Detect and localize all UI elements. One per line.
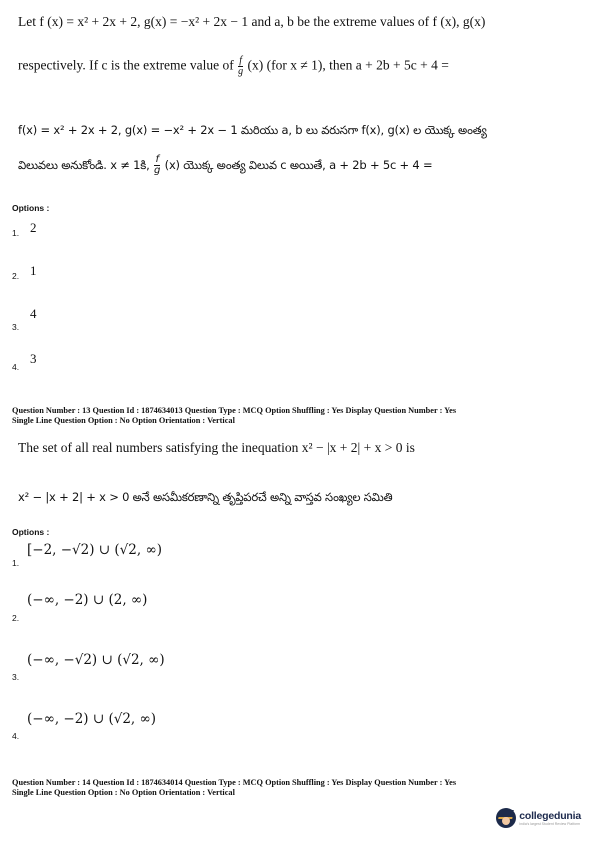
fraction-numerator: f: [239, 55, 243, 66]
q13-option-4-number: 4.: [12, 731, 20, 741]
q12-option-2-number: 2.: [12, 271, 20, 281]
q12-telugu-line2: [18, 155, 432, 176]
q13-option-1-number: 1.: [12, 558, 20, 568]
fraction-denominator: g: [154, 165, 161, 176]
q12-option-4[interactable]: 3: [30, 351, 37, 366]
q13-meta-line1: Question Number : 13 Question Id : 1874634013 Question Type : MCQ Option Shuffling : Yes Display Question Number : Yes: [12, 406, 457, 415]
q13-option-3[interactable]: (−∞, −√2) ∪ (√2, ∞): [27, 652, 165, 668]
q12-english-line2-end: (x) (for x ≠ 1), then a + 2b + 5c + 4 =: [247, 57, 449, 73]
f-over-g-fraction-telugu: [154, 155, 160, 176]
q12-option-1-number: 1.: [12, 228, 20, 238]
q13-options-label: Options :: [12, 527, 50, 537]
q13-option-2[interactable]: (−∞, −2) ∪ (2, ∞): [27, 592, 148, 608]
q13-telugu-text: x² − |x + 2| + x > 0 అనే అసమీకరణాన్ని తృప్తిపరచే అన్ని వాస్తవ సంఖ్యల సమితి: [18, 490, 393, 504]
q12-option-3[interactable]: 4: [30, 306, 37, 321]
collegedunia-logo: [496, 808, 581, 828]
q13-option-4[interactable]: (−∞, −2) ∪ (√2, ∞): [27, 711, 157, 727]
q13-option-3-number: 3.: [12, 672, 20, 682]
q12-option-1[interactable]: 2: [30, 220, 37, 235]
q13-meta-line2: Single Line Question Option : No Option Orientation : Vertical: [12, 415, 235, 425]
q14-meta-line1: Question Number : 14 Question Id : 1874634014 Question Type : MCQ Option Shuffling : Yes Display Question Number : Yes: [12, 778, 457, 787]
q12-option-4-number: 4.: [12, 362, 20, 372]
graduate-icon: [496, 808, 516, 828]
logo-name: collegedunia: [519, 810, 581, 822]
q12-option-3-number: 3.: [12, 322, 20, 332]
q12-english-line1: Let f (x) = x² + 2x + 2, g(x) = −x² + 2x − 1 and a, b be the extreme values of f (x), g(x): [18, 14, 486, 29]
q13-option-1[interactable]: [−2, −√2) ∪ (√2, ∞): [27, 542, 162, 558]
q14-meta: [12, 778, 456, 797]
logo-tagline: India's largest Student Review Platform: [519, 822, 581, 826]
q14-meta-line2: Single Line Question Option : No Option Orientation : Vertical: [12, 787, 235, 797]
q13-option-2-number: 2.: [12, 613, 20, 623]
q13-english-text: The set of all real numbers satisfying the inequation x² − |x + 2| + x > 0 is: [18, 440, 415, 455]
f-over-g-fraction: [238, 56, 243, 77]
q12-english-line2: [18, 56, 449, 77]
q13-meta: [12, 406, 456, 425]
q12-english-line2-start: respectively. If c is the extreme value of: [18, 57, 234, 73]
q12-telugu-line2-start: విలువలు అనుకోండి. x ≠ 1కి,: [18, 158, 150, 172]
fraction-numerator: f: [155, 154, 159, 165]
fraction-denominator: g: [238, 66, 244, 77]
q12-telugu-line2-end: (x) యొక్క అంత్య విలువ c అయితే, a + 2b + 5c + 4 =: [164, 158, 433, 172]
q12-options-label: Options :: [12, 203, 50, 213]
q12-telugu-line1: f(x) = x² + 2x + 2, g(x) = −x² + 2x − 1 మరియు a, b లు వరుసగా f(x), g(x) ల యొక్క అంత్య: [18, 123, 487, 137]
q12-option-2[interactable]: 1: [30, 263, 37, 278]
